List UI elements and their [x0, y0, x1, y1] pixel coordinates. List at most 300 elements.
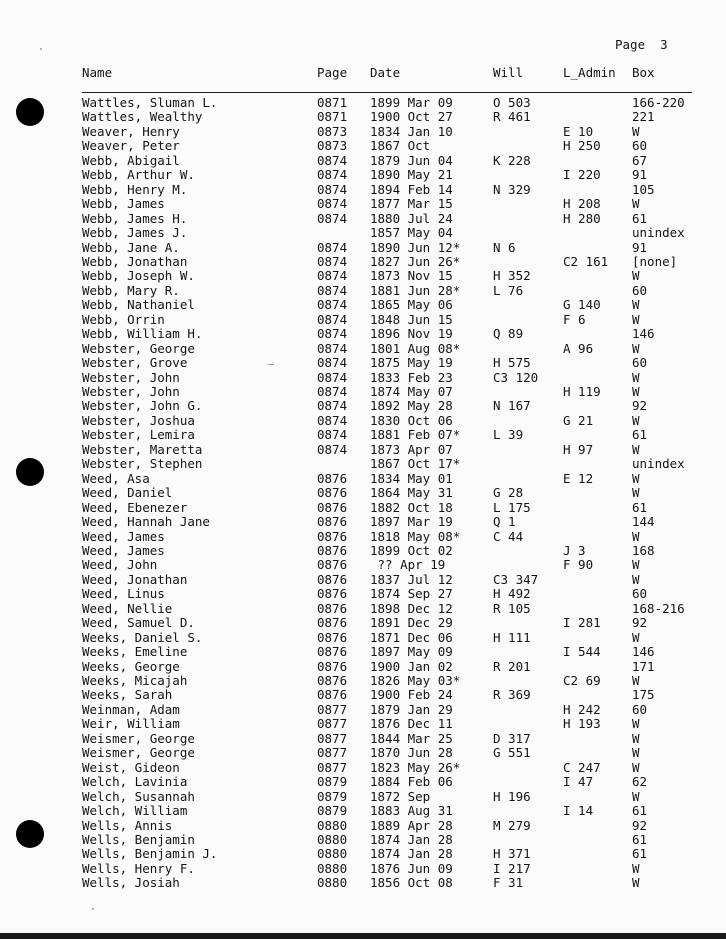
- cell-will: N 167: [493, 398, 531, 414]
- cell-page: 0874: [317, 441, 348, 457]
- table-row: [0, 385, 726, 399]
- table-row: [0, 313, 726, 327]
- cell-admin: G 140: [563, 297, 601, 313]
- cell-admin: C2 161: [563, 253, 609, 269]
- cell-page: 0876: [317, 542, 348, 558]
- cell-box: W: [632, 716, 640, 732]
- cell-date: 1899 Mar 09: [370, 95, 453, 110]
- cell-name: Wells, Benjamin: [82, 831, 195, 847]
- cell-name: Welch, Lavinia: [82, 774, 188, 790]
- cell-box: 168: [632, 542, 655, 558]
- cell-date: 1874 Jan 28: [370, 846, 453, 862]
- cell-page: 0879: [317, 774, 348, 790]
- cell-box: W: [632, 123, 640, 139]
- cell-date: 1877 Mar 15: [370, 196, 453, 212]
- cell-page: 0874: [317, 398, 348, 414]
- table-row: [0, 530, 726, 544]
- cell-name: Weed, Hannah Jane: [82, 514, 210, 530]
- table-row: [0, 602, 726, 616]
- cell-page: 0873: [317, 123, 348, 139]
- table-row: [0, 544, 726, 558]
- cell-will: M 279: [493, 817, 531, 833]
- cell-box: W: [632, 788, 640, 804]
- cell-admin: E 10: [563, 123, 594, 139]
- cell-page: 0874: [317, 167, 348, 183]
- cell-will: Q 1: [493, 514, 516, 530]
- cell-admin: F 6: [563, 311, 586, 327]
- cell-will: I 217: [493, 860, 531, 876]
- punch-hole-middle: [16, 458, 44, 486]
- cell-admin: H 250: [563, 138, 601, 154]
- table-row: [0, 110, 726, 124]
- table-row: [0, 631, 726, 645]
- page-number: Page 3: [615, 37, 668, 52]
- cell-page: 0876: [317, 514, 348, 530]
- cell-box: W: [632, 571, 640, 587]
- cell-will: C 44: [493, 528, 524, 544]
- cell-date: 1881 Jun 28*: [370, 282, 461, 298]
- cell-will: C3 120: [493, 369, 539, 385]
- cell-page: 0874: [317, 326, 348, 342]
- cell-box: 221: [632, 109, 655, 125]
- cell-box: W: [632, 297, 640, 313]
- cell-name: Webster, Lemira: [82, 427, 195, 443]
- cell-date: 1879 Jan 29: [370, 701, 453, 717]
- cell-page: 0877: [317, 716, 348, 732]
- cell-box: 60: [632, 586, 648, 602]
- cell-box: 60: [632, 701, 648, 717]
- cell-date: 1898 Dec 12: [370, 600, 453, 616]
- scan-speck: [40, 48, 42, 50]
- cell-admin: H 193: [563, 716, 601, 732]
- cell-admin: J 3: [563, 542, 586, 558]
- cell-date: 1874 Jan 28: [370, 831, 453, 847]
- cell-box: W: [632, 311, 640, 327]
- cell-date: 1818 May 08*: [370, 528, 461, 544]
- cell-box: W: [632, 485, 640, 501]
- cell-date: 1874 May 07: [370, 384, 453, 399]
- cell-page: 0874: [317, 196, 348, 212]
- cell-name: Weeks, Daniel S.: [82, 629, 203, 645]
- cell-box: W: [632, 557, 640, 573]
- cell-date: 1876 Jun 09: [370, 860, 453, 876]
- cell-will: G 551: [493, 745, 531, 761]
- cell-page: 0879: [317, 803, 348, 819]
- cell-date: 1864 May 31: [370, 485, 453, 501]
- cell-name: Webb, James: [82, 196, 165, 212]
- cell-will: H 492: [493, 586, 531, 602]
- table-row: [0, 154, 726, 168]
- table-row: [0, 443, 726, 457]
- cell-admin: F 90: [563, 557, 594, 573]
- cell-box: W: [632, 196, 640, 212]
- cell-date: 1892 May 28: [370, 398, 453, 414]
- table-row: [0, 472, 726, 486]
- cell-name: Wattles, Sluman L.: [82, 95, 218, 110]
- cell-admin: A 96: [563, 340, 594, 356]
- cell-box: 61: [632, 831, 648, 847]
- cell-page: 0873: [317, 138, 348, 154]
- cell-page: 0876: [317, 600, 348, 616]
- cell-date: 1823 May 26*: [370, 759, 461, 775]
- cell-name: Webster, Grove: [82, 355, 188, 371]
- cell-date: ?? Apr 19: [370, 557, 446, 573]
- cell-name: Weed, Asa: [82, 470, 150, 486]
- cell-box: W: [632, 369, 640, 385]
- cell-box: W: [632, 528, 640, 544]
- punch-hole-top: [16, 98, 44, 126]
- cell-page: 0874: [317, 239, 348, 255]
- cell-box: 61: [632, 499, 648, 515]
- cell-will: H 196: [493, 788, 531, 804]
- cell-name: Webster, Stephen: [82, 456, 203, 472]
- table-row: [0, 501, 726, 515]
- cell-date: 1857 May 04: [370, 225, 453, 241]
- cell-name: Weed, Jonathan: [82, 571, 188, 587]
- cell-date: 1881 Feb 07*: [370, 427, 461, 443]
- cell-box: W: [632, 340, 640, 356]
- cell-page: 0876: [317, 470, 348, 486]
- cell-admin: H 119: [563, 384, 601, 399]
- cell-date: 1834 Jan 10: [370, 123, 453, 139]
- cell-box: 146: [632, 644, 655, 660]
- cell-date: 1837 Jul 12: [370, 571, 453, 587]
- cell-date: 1867 Oct: [370, 138, 431, 154]
- cell-admin: H 242: [563, 701, 601, 717]
- cell-box: 61: [632, 210, 648, 226]
- table-row: [0, 847, 726, 861]
- cell-box: 166-220: [632, 95, 685, 110]
- cell-name: Webster, Maretta: [82, 441, 203, 457]
- cell-page: 0877: [317, 745, 348, 761]
- cell-admin: H 280: [563, 210, 601, 226]
- cell-date: 1871 Dec 06: [370, 629, 453, 645]
- table-row: [0, 790, 726, 804]
- cell-box: 67: [632, 152, 648, 168]
- cell-admin: G 21: [563, 412, 594, 428]
- table-row: [0, 428, 726, 442]
- cell-name: Weaver, Peter: [82, 138, 180, 154]
- cell-page: 0880: [317, 875, 348, 891]
- cell-name: Weir, William: [82, 716, 180, 732]
- cell-page: 0876: [317, 499, 348, 515]
- header-will: Will: [493, 65, 524, 80]
- punch-hole-bottom: [16, 820, 44, 848]
- cell-page: 0874: [317, 369, 348, 385]
- cell-will: G 28: [493, 485, 524, 501]
- cell-name: Weismer, George: [82, 730, 195, 746]
- cell-page: 0874: [317, 311, 348, 327]
- cell-page: 0874: [317, 268, 348, 284]
- cell-date: 1873 Apr 07: [370, 441, 453, 457]
- cell-page: 0874: [317, 253, 348, 269]
- cell-name: Weed, Daniel: [82, 485, 173, 501]
- cell-date: 1897 Mar 19: [370, 514, 453, 530]
- table-row: [0, 775, 726, 789]
- cell-date: 1856 Oct 08: [370, 875, 453, 891]
- cell-page: 0880: [317, 817, 348, 833]
- cell-box: [none]: [632, 253, 678, 269]
- table-row: [0, 168, 726, 182]
- table-row: [0, 197, 726, 211]
- cell-name: Welch, William: [82, 803, 188, 819]
- cell-box: 146: [632, 326, 655, 342]
- table-row: [0, 717, 726, 731]
- cell-name: Wells, Benjamin J.: [82, 846, 218, 862]
- cell-admin: I 14: [563, 803, 594, 819]
- cell-will: K 228: [493, 152, 531, 168]
- cell-date: 1826 May 03*: [370, 673, 461, 688]
- cell-page: 0879: [317, 788, 348, 804]
- cell-page: 0874: [317, 152, 348, 168]
- cell-name: Webster, Joshua: [82, 412, 195, 428]
- header-page: Page: [317, 65, 348, 80]
- cell-name: Webb, James J.: [82, 225, 188, 241]
- cell-name: Weismer, George: [82, 745, 195, 761]
- cell-name: Webb, Orrin: [82, 311, 165, 327]
- cell-box: W: [632, 759, 640, 775]
- cell-name: Webb, William H.: [82, 326, 203, 342]
- cell-box: 61: [632, 803, 648, 819]
- cell-name: Weed, James: [82, 542, 165, 558]
- cell-page: 0876: [317, 673, 348, 688]
- cell-admin: C2 69: [563, 673, 601, 688]
- table-row: [0, 573, 726, 587]
- cell-will: H 575: [493, 355, 531, 371]
- cell-date: 1875 May 19: [370, 355, 453, 371]
- table-row: [0, 342, 726, 356]
- table-row: [0, 761, 726, 775]
- table-row: [0, 558, 726, 572]
- cell-will: F 31: [493, 875, 524, 891]
- cell-date: 1884 Feb 06: [370, 774, 453, 790]
- table-row: [0, 645, 726, 659]
- table-row: [0, 183, 726, 197]
- cell-admin: E 12: [563, 470, 594, 486]
- cell-date: 1844 Mar 25: [370, 730, 453, 746]
- cell-page: 0871: [317, 109, 348, 125]
- cell-will: L 175: [493, 499, 531, 515]
- table-row: [0, 414, 726, 428]
- cell-date: 1827 Jun 26*: [370, 253, 461, 269]
- cell-box: 61: [632, 846, 648, 862]
- cell-box: 92: [632, 817, 648, 833]
- cell-will: O 503: [493, 95, 531, 110]
- cell-page: 0876: [317, 528, 348, 544]
- cell-admin: H 97: [563, 441, 594, 457]
- cell-box: W: [632, 629, 640, 645]
- table-row: [0, 746, 726, 760]
- cell-page: 0876: [317, 557, 348, 573]
- cell-admin: I 220: [563, 167, 601, 183]
- table-row: [0, 226, 726, 240]
- cell-page: 0876: [317, 485, 348, 501]
- cell-date: 1896 Nov 19: [370, 326, 453, 342]
- cell-page: 0874: [317, 282, 348, 298]
- cell-page: 0874: [317, 384, 348, 399]
- header-name: Name: [82, 65, 113, 80]
- cell-box: 171: [632, 658, 655, 674]
- table-row: [0, 139, 726, 153]
- scan-speck: [268, 364, 274, 365]
- table-row: [0, 371, 726, 385]
- cell-date: 1876 Dec 11: [370, 716, 453, 732]
- cell-name: Weaver, Henry: [82, 123, 180, 139]
- table-row: [0, 96, 726, 110]
- cell-will: N 6: [493, 239, 516, 255]
- cell-box: W: [632, 268, 640, 284]
- cell-box: W: [632, 860, 640, 876]
- cell-date: 1830 Oct 06: [370, 412, 453, 428]
- table-row: [0, 833, 726, 847]
- table-row: [0, 457, 726, 471]
- cell-name: Webb, Joseph W.: [82, 268, 195, 284]
- cell-name: Weed, Samuel D.: [82, 615, 195, 631]
- table-row: [0, 674, 726, 688]
- cell-name: Webb, Jane A.: [82, 239, 180, 255]
- cell-will: N 329: [493, 181, 531, 197]
- cell-date: 1900 Oct 27: [370, 109, 453, 125]
- cell-page: 0876: [317, 658, 348, 674]
- cell-page: 0876: [317, 615, 348, 631]
- cell-name: Wells, Annis: [82, 817, 173, 833]
- cell-name: Webster, John G.: [82, 398, 203, 414]
- table-row: [0, 327, 726, 341]
- cell-date: 1890 May 21: [370, 167, 453, 183]
- cell-name: Webb, Nathaniel: [82, 297, 195, 313]
- table-row: [0, 486, 726, 500]
- cell-page: 0880: [317, 860, 348, 876]
- cell-name: Wattles, Wealthy: [82, 109, 203, 125]
- cell-name: Weed, Linus: [82, 586, 165, 602]
- cell-date: 1891 Dec 29: [370, 615, 453, 631]
- table-row: [0, 660, 726, 674]
- cell-date: 1900 Jan 02: [370, 658, 453, 674]
- cell-will: R 369: [493, 687, 531, 703]
- cell-will: C3 347: [493, 571, 539, 587]
- table-row: [0, 587, 726, 601]
- cell-date: 1874 Sep 27: [370, 586, 453, 602]
- cell-box: 168-216: [632, 600, 685, 616]
- table-row: [0, 703, 726, 717]
- cell-date: 1889 Apr 28: [370, 817, 453, 833]
- cell-date: 1865 May 06: [370, 297, 453, 313]
- cell-name: Wells, Henry F.: [82, 860, 195, 876]
- cell-will: R 201: [493, 658, 531, 674]
- cell-page: 0876: [317, 586, 348, 602]
- cell-date: 1897 May 09: [370, 644, 453, 660]
- cell-name: Webb, James H.: [82, 210, 188, 226]
- cell-name: Webster, John: [82, 369, 180, 385]
- cell-date: 1870 Jun 28: [370, 745, 453, 761]
- table-row: [0, 862, 726, 876]
- cell-will: R 105: [493, 600, 531, 616]
- column-header-row: [0, 66, 726, 80]
- cell-page: 0874: [317, 340, 348, 356]
- cell-box: 62: [632, 774, 648, 790]
- header-box: Box: [632, 65, 655, 80]
- cell-name: Webb, Henry M.: [82, 181, 188, 197]
- cell-date: 1899 Oct 02: [370, 542, 453, 558]
- cell-will: D 317: [493, 730, 531, 746]
- table-row: [0, 399, 726, 413]
- cell-admin: C 247: [563, 759, 601, 775]
- cell-box: 91: [632, 167, 648, 183]
- cell-name: Webster, George: [82, 340, 195, 356]
- cell-date: 1882 Oct 18: [370, 499, 453, 515]
- cell-will: Q 89: [493, 326, 524, 342]
- cell-page: 0876: [317, 644, 348, 660]
- header-rule: [82, 92, 692, 93]
- cell-page: 0876: [317, 629, 348, 645]
- cell-will: L 76: [493, 282, 524, 298]
- cell-page: 0874: [317, 297, 348, 313]
- cell-name: Webb, Arthur W.: [82, 167, 195, 183]
- table-row: [0, 125, 726, 139]
- header-date: Date: [370, 65, 401, 80]
- cell-name: Welch, Susannah: [82, 788, 195, 804]
- cell-box: 60: [632, 355, 648, 371]
- cell-date: 1833 Feb 23: [370, 369, 453, 385]
- cell-box: 91: [632, 239, 648, 255]
- cell-name: Weeks, George: [82, 658, 180, 674]
- table-row: [0, 688, 726, 702]
- cell-name: Webb, Abigail: [82, 152, 180, 168]
- header-admin: L_Admin: [563, 65, 616, 80]
- cell-name: Weed, Ebenezer: [82, 499, 188, 515]
- scan-bottom-edge: [0, 933, 726, 939]
- scan-speck: [92, 908, 94, 910]
- table-row: [0, 255, 726, 269]
- cell-box: W: [632, 470, 640, 486]
- cell-page: 0877: [317, 730, 348, 746]
- cell-will: H 352: [493, 268, 531, 284]
- cell-page: 0871: [317, 95, 348, 110]
- cell-page: 0874: [317, 355, 348, 371]
- cell-page: 0874: [317, 210, 348, 226]
- cell-page: 0874: [317, 412, 348, 428]
- cell-page: 0880: [317, 831, 348, 847]
- table-row: [0, 356, 726, 370]
- cell-page: 0874: [317, 181, 348, 197]
- cell-name: Wells, Josiah: [82, 875, 180, 891]
- cell-box: W: [632, 441, 640, 457]
- cell-name: Webb, Mary R.: [82, 282, 180, 298]
- cell-box: 92: [632, 398, 648, 414]
- cell-date: 1867 Oct 17*: [370, 456, 461, 472]
- cell-box: W: [632, 673, 640, 688]
- cell-box: 144: [632, 514, 655, 530]
- cell-box: unindex: [632, 456, 685, 472]
- cell-date: 1873 Nov 15: [370, 268, 453, 284]
- cell-page: 0876: [317, 571, 348, 587]
- cell-page: 0874: [317, 427, 348, 443]
- cell-name: Webb, Jonathan: [82, 253, 188, 269]
- cell-name: Weeks, Micajah: [82, 673, 188, 688]
- cell-date: 1879 Jun 04: [370, 152, 453, 168]
- cell-will: R 461: [493, 109, 531, 125]
- cell-box: W: [632, 730, 640, 746]
- cell-will: H 111: [493, 629, 531, 645]
- cell-box: W: [632, 384, 640, 399]
- table-row: [0, 212, 726, 226]
- table-row: [0, 284, 726, 298]
- table-row: [0, 876, 726, 890]
- cell-page: 0877: [317, 759, 348, 775]
- table-row: [0, 269, 726, 283]
- cell-date: 1848 Jun 15: [370, 311, 453, 327]
- cell-name: Weed, James: [82, 528, 165, 544]
